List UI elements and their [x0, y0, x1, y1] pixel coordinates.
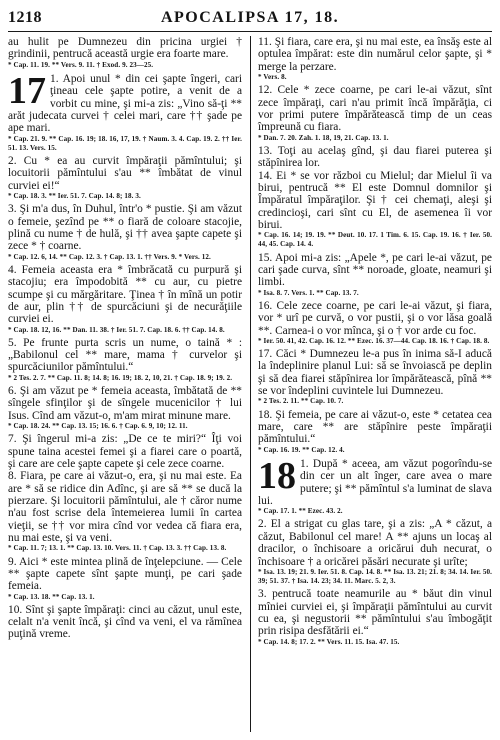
cross-references: * Isa. 13. 19; 21. 9. Ier. 51. 8. Cap. 14. 8. ** Isa. 13. 21; 21. 8; 34. 14. Ier. 50. 39; 51. 37. † Isa. 14. 23; 34. 11. Marc. 5. 2, 3. — [258, 567, 492, 586]
verse-text: 6. Şi am văzut pe * femeia aceasta, îmbătată de ** sîngele sfinţilor şi de sîngele mucenicilor † lui Isus. Cînd am văzut-o, m'am mirat minune mare. — [8, 384, 242, 422]
verse — [8, 264, 242, 335]
verse-text: 1. După * aceea, am văzut pogorîndu-se din cer un alt înger, care avea o mare putere; şi ** pămîntul s'a luminat de slava lui. — [258, 457, 492, 507]
cross-references: * Vers. 8. — [258, 73, 287, 82]
verse — [258, 300, 492, 346]
verse — [258, 518, 492, 586]
cross-references: * Dan. 7. 20. Zah. 1. 18, 19, 21. Cap. 13. 1. — [258, 133, 389, 142]
header-rule — [8, 31, 492, 32]
verse-text: 12. Cele * zece coarne, pe cari le-ai văzut, sînt zece împăraţi, cari n'au primit încă împărăţia, ci vor primi putere împărătească timp de un ceas împreună cu fiara. — [258, 84, 492, 134]
verse — [8, 155, 242, 201]
cross-references: * Cap. 14. 8; 17. 2. ** Vers. 11. 15. Isa. 47. 15. — [258, 637, 400, 646]
cross-references: * Cap. 17. 1. ** Ezec. 43. 2. — [258, 507, 343, 516]
verse — [258, 84, 492, 143]
verse-text: 14. Ei * se vor război cu Mielul; dar Mielul îi va birui, pentrucă ** El este Domnul domnilor şi Împăratul împăraţilor. Şi † cei chemaţi, aleşi şi credincioşi, cari sînt cu El, de asemenea îi vor birui. — [258, 169, 492, 231]
cross-references: * Isa. 8. 7. Vers. 1. ** Cap. 13. 7. — [258, 288, 359, 297]
verse — [258, 170, 492, 250]
verse — [8, 470, 242, 553]
verse — [8, 556, 242, 602]
chapter-number: 18 — [258, 454, 296, 497]
cross-references: * Cap. 18. 24. ** Cap. 13. 15; 16. 6. † Cap. 6. 9, 10; 12. 11. — [8, 422, 188, 431]
verse-text: 15. Apoi mi-a zis: „Apele *, pe cari le-ai văzut, pe cari şade curva, sînt ** noroade, gloate, neamuri şi limbi. — [258, 251, 492, 289]
verse — [258, 145, 492, 170]
verse-text: 11. Şi fiara, care era, şi nu mai este, ea însăş este al optulea împărat: este din numărul celor şapte, şi * merge la perzare. — [258, 36, 492, 73]
verse-text: 2. El a strigat cu glas tare, şi a zis: „A * căzut, a căzut, Babilonul cel mare! A ** ajuns un locaş al dracilor, o închisoare a oricărui duh necurat, o închisoare † a oricărei păsări necurate şi urîte; — [258, 518, 492, 568]
verse-text: 17. Căci * Dumnezeu le-a pus în inima să-I aducă la îndeplinire planul Lui: să se învoiască pe deplin şi să dea fiarei stăpînirea lor împărătească, pînă ** se vor îndeplini cuvintele lui Dumnezeu. — [258, 348, 492, 398]
verse-text: 10. Sînt şi şapte împăraţi: cinci au căzut, unul este, celalt n'a venit încă, şi cînd va veni, el va rămînea puţină vreme. — [8, 603, 242, 641]
cross-references: * 2 Tes. 2. 7. ** Cap. 11. 8; 14. 8; 16. 19; 18. 2, 10, 21. † Cap. 18. 9; 19. 2. — [8, 373, 233, 382]
verse-text: 2. Cu * ea au curvit împăraţii pămîntului; şi locuitorii pămîntului s'au ** îmbătat de vinul curviei ei!“ — [8, 155, 242, 192]
cross-references: * Ier. 50. 41, 42. Cap. 16. 12. ** Ezec. 16. 37—44. Cap. 18. 16. † Cap. 18. 8. — [258, 336, 490, 345]
cross-references: * Cap. 11. 19. ** Vers. 9. 11. † Exod. 9. 23—25. — [8, 60, 154, 69]
verse — [258, 252, 492, 298]
left-column — [8, 36, 242, 641]
verse-text: 4. Femeia aceasta era * îmbrăcată cu purpură şi stacojiu; era împodobită ** cu aur, cu pietre scumpe şi cu mărgăritare. Ţinea † în mînă un potir de aur, plin †† de spurcăciuni şi de necurăţiile curviei ei. — [8, 263, 242, 326]
cross-references: * Cap. 13. 18. ** Cap. 13. 1. — [8, 592, 95, 601]
verse-text: 18. Şi femeia, pe care ai văzut-o, este * cetatea cea mare, care ** are stăpînire peste împăraţii pămîntului.“ — [258, 408, 492, 446]
page-number: 1218 — [8, 9, 42, 26]
verse-text: 7. Şi îngerul mi-a zis: „De ce te miri?“ Îţi voi spune taina acestei femei şi a fiarei care o poartă, şi care are cele şapte capete şi cele zece coarne. — [8, 433, 242, 470]
chapter-number: 17 — [8, 69, 46, 112]
cross-references: * Cap. 11. 7; 13. 1. ** Cap. 13. 10. Vers. 11. † Cap. 13. 3. †† Cap. 13. 8. — [8, 544, 227, 553]
verse-text: 5. Pe frunte purta scris un nume, o taină * : „Babilonul cel ** mare, mama † curvelor şi spurcăciunilor pămîntului.“ — [8, 336, 242, 374]
running-title: APOCALIPSA 17, 18. — [160, 9, 340, 26]
verse — [8, 385, 242, 431]
verse — [8, 203, 242, 262]
cross-references: * Cap. 18. 3. ** Ier. 51. 7. Cap. 14. 8; 18. 3. — [8, 192, 141, 201]
verse-text: 13. Toţi au acelaş gînd, şi dau fiarei puterea şi stăpînirea lor. — [258, 144, 492, 170]
verse-text: 16. Cele zece coarne, pe cari le-ai văzut, şi fiara, vor * urî pe curvă, o vor pustii, şi o vor lăsa goală **. Carnea-i o vor mînca, şi o † vor arde cu foc. — [258, 299, 492, 337]
cross-references: * Cap. 21. 9. ** Cap. 16. 19; 18. 16, 17, 19. † Naum. 3. 4. Cap. 19. 2. †† Ier. 51. 13. Vers. 15. — [8, 134, 242, 152]
verse — [8, 433, 242, 470]
verse — [258, 409, 492, 455]
verse — [8, 604, 242, 641]
column-divider — [250, 36, 251, 732]
bible-page — [8, 8, 492, 732]
cross-references: * Cap. 16. 14; 19. 19. ** Deut. 10. 17. 1 Tim. 6. 15. Cap. 19. 16. † Ier. 50. 44, 45. Cap. 14. 4. — [258, 231, 492, 249]
verse — [8, 69, 242, 153]
verse — [258, 588, 492, 647]
carryover-text: au hulit pe Dumnezeu din pricina urgiei † grindinii, pentrucă această urgie era foarte mare. — [8, 36, 242, 61]
verse-text: 9. Aici * este mintea plină de înţelepciune. — Cele ** şapte capete sînt şapte munţi, pe cari şade femeia. — [8, 555, 242, 593]
verse — [258, 36, 492, 82]
verse — [258, 454, 492, 517]
cross-references: * Cap. 18. 12, 16. ** Dan. 11. 38. † Ier. 51. 7. Cap. 18. 6. †† Cap. 14. 8. — [8, 325, 225, 334]
right-column — [258, 36, 492, 649]
verse — [8, 337, 242, 383]
verse-text: 3. pentrucă toate neamurile au * băut din vinul mîniei curviei ei, şi împăraţii pămîntului au curvit cu ea, şi negustorii ** pămîntului s'au îmbogăţit prin risipa desfătării ei.“ — [258, 588, 492, 638]
page-header — [8, 8, 492, 28]
verse — [258, 348, 492, 407]
verse-text: 8. Fiara, pe care ai văzut-o, era, şi nu mai este. Ea are * să se ridice din Adînc, şi are să ** se ducă la pierzare. Şi locuitorii pămîntului, ale † căror nume n'au fost scrise dela întemeierea lumii în cartea vieţii, se †† vor mira cînd vor vedea că fiara era, nu mai este, şi va veni. — [8, 470, 242, 544]
cross-references: * 2 Tes. 2. 11. ** Cap. 10. 7. — [258, 397, 344, 406]
cross-references: * Cap. 16. 19. ** Cap. 12. 4. — [258, 445, 345, 454]
verse-text: 1. Apoi unul * din cei şapte îngeri, cari ţineau cele şapte potire, a venit de a vorbit cu mine, şi mi-a zis: „Vino să-ţi ** arăt judecata curvei † celei mari, care †† şade pe ape mari. — [8, 72, 242, 135]
verse-text: 3. Şi m'a dus, în Duhul, într'o * pustie. Şi am văzut o femeie, şezînd pe ** o fiară de coloare stacojie, plină cu nume † de hulă, şi †† avea şapte capete şi zece * † coarne. — [8, 203, 242, 253]
cross-references: * Cap. 12. 6, 14. ** Cap. 12. 3. † Cap. 13. 1. †† Vers. 9. * Vers. 12. — [8, 252, 211, 261]
